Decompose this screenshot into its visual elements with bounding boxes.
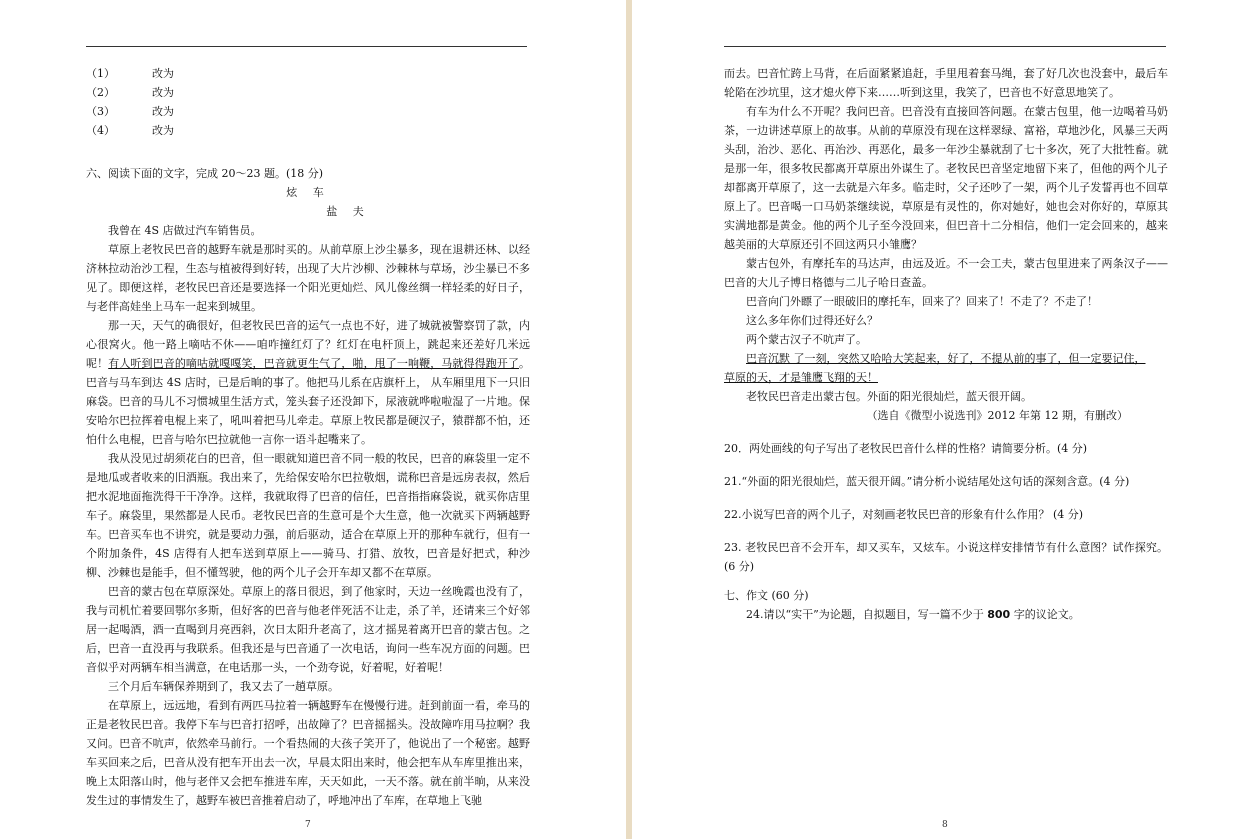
question-21: 21.“外面的阳光很灿烂，蓝天很开阔。”请分析小说结尾处这句话的深刻含意。(4 分) <box>724 475 1130 488</box>
source-citation: （选自《微型小说选刊》2012 年第 12 期，有删改） <box>866 409 1128 422</box>
story-text: 那一天，天气的确很好，但老牧民巴音的运气一点也不好，进了城就被警察罚了款，内心很窝火。他一路上嘀咕不休——咱咋撞红灯了？红灯在电杆顶上，跳起来还差好几米远呢！ <box>86 319 530 370</box>
essay-prompt-text: 24.请以“实干”为论题，自拟题目，写一篇不少于 <box>746 608 988 621</box>
story-text: 。巴音与马车到达 4S 店时，已是后晌的事了。他把马儿系在店旗杆上， 从车厢里甩下一只旧麻袋。巴音的马儿不习惯城里生活方式，笼头套子还没卸下，尿液就哗啦啦湿了一片地。保安哈尔巴拉挥着电棍上来了，吼叫着把马儿牵走。草原上牧民都是硬汉子，猿群都不怕，还怕什么电棍，巴音与哈尔巴拉就他一言你一语斗起嘴来了。 <box>86 357 531 446</box>
revision-row <box>86 102 530 121</box>
story-author: 盐 夫 <box>326 205 370 218</box>
revision-text: 改为 <box>152 105 174 118</box>
essay-prompt-text: 字的议论文。 <box>1010 608 1080 621</box>
revision-number: （1） <box>86 67 115 80</box>
story-paragraph: 而去。巴音忙跨上马背，在后面紧紧追赶，手里甩着套马绳，套了好几次也没套中，最后车轮陷在沙坑里，这才熄火停下来……听到这里，我笑了，巴音也不好意思地笑了。 <box>724 67 1168 99</box>
underlined-sentence: 有人听到巴音的嘀咕就嘎嘎笑，巴音就更生气了，啪，甩了一响鞭，马就得得跑开了 <box>108 357 520 370</box>
underlined-sentence: 草原的天，才是雏鹰飞翔的天！ <box>724 371 878 384</box>
revision-text: 改为 <box>152 86 174 99</box>
revision-text: 改为 <box>152 124 174 137</box>
question-22: 22.小说写巴音的两个儿子，对刻画老牧民巴音的形象有什么作用？ (4 分) <box>724 508 1084 521</box>
story-paragraph: 巴音的蒙古包在草原深处。草原上的落日很迟，到了他家时，天边一丝晚霞也没有了，我与司机忙着要回鄂尔多斯，但好客的巴音与他老伴死活不让走，杀了羊，还请来三个好邻居一起喝酒，酒一直喝到月亮西斜，次日太阳升老高了，这才摇晃着离开巴音的蒙古包。之后，巴音一直没再与我联系。但我还是与巴音通了一次电话，询问一些车况方面的问题。巴音似乎对两辆车相当满意，在电话那一头，一个劲夸说，好着呢，好着呢！ <box>86 585 530 674</box>
revision-row <box>86 121 530 140</box>
revision-number: （4） <box>86 124 115 137</box>
story-paragraph: 这么多年你们过得还好么？ <box>746 314 878 327</box>
page-number: 7 <box>305 820 311 830</box>
story-paragraph: 老牧民巴音走出蒙古包。外面的阳光很灿烂，蓝天很开阔。 <box>746 390 1032 403</box>
story-paragraph: 蒙古包外，有摩托车的马达声，由远及近。不一会工夫，蒙古包里进来了两条汉子——巴音的大儿子博日格德与二儿子哈日查盖。 <box>724 257 1168 289</box>
story-paragraph: 三个月后车辆保养期到了，我又去了一趟草原。 <box>108 680 339 693</box>
story-paragraph: 我曾在 4S 店做过汽车销售员。 <box>108 224 262 237</box>
question-20: 20．两处画线的句子写出了老牧民巴音什么样的性格？请简要分析。(4 分) <box>724 442 1088 455</box>
story-paragraph: 有车为什么不开呢？我问巴音。巴音没有直接回答问题。在蒙古包里，他一边喝着马奶茶，一边讲述草原上的故事。从前的草原没有现在这样翠绿、富裕，草地沙化，风暴三天两头刮，治沙、恶化、再治沙、再恶化，最多一年沙尘暴就刮了七十多次，死了大批牲畜。就是那一年，很多牧民都离开草原出外谋生了。老牧民巴音坚定地留下来了，但他的两个儿子却都离开草原了，这一去就是六年多。临走时，父子还吵了一架，两个儿子发誓再也不回草原上了。巴音喝一口马奶茶继续说，草原是有灵性的，你对她好，她也会对你好的，草原其实满地都是黄金。他的两个儿子至今没回来，但巴音十二分相信，他们一定会回来的，越来越美丽的大草原还引不回这两只小雏鹰？ <box>724 105 1168 251</box>
page-right-content <box>724 64 1168 624</box>
revision-text: 改为 <box>152 67 174 80</box>
underlined-sentence: 巴音沉默 了一刻，突然又哈哈大笑起来，好了，不提从前的事了，但一定要记住， <box>746 352 1146 365</box>
revision-row <box>86 83 530 102</box>
section-heading: 六、阅读下面的文字，完成 20～23 题。(18 分) <box>86 167 324 180</box>
essay-prompt <box>724 605 1168 624</box>
story-paragraph: 在草原上，远远地，看到有两匹马拉着一辆越野车在慢慢行进。赶到前面一看，牵马的正是老牧民巴音。我停下车与巴音打招呼，出故障了？巴音摇摇头。没故障咋用马拉啊？我又问。巴音不吭声，依然牵马前行。一个看热闹的大孩子笑开了，他说出了一个秘密。越野车买回来之后，巴音从没有把车开出去一次，早晨太阳出来时，他会把车从车库里推出来，晚上太阳落山时，他与老伴又会把车推进车库，天天如此，一天不落。就在前半晌，从来没发生过的事情发生了，越野车被巴音推着启动了，呼地冲出了车库，在草地上飞驰 <box>86 699 530 807</box>
page-left <box>0 0 626 839</box>
revision-number: （2） <box>86 86 115 99</box>
story-paragraph <box>86 316 530 449</box>
essay-heading: 七、作文 (60 分) <box>724 589 809 602</box>
page-right <box>632 0 1256 839</box>
story-paragraph: 草原上老牧民巴音的越野车就是那时买的。从前草原上沙尘暴多，现在退耕还林、以经济林拉动治沙工程，生态与植被得到好转，出现了大片沙柳、沙棘林与草场，沙尘暴已不多见了。即便这样，老牧民巴音还是要选择一个阳光更灿烂、风儿像丝绸一样轻柔的好日子，与老伴高娃坐上马车一起来到城里。 <box>86 243 530 313</box>
revision-row <box>86 64 530 83</box>
story-paragraph: 两个蒙古汉子不吭声了。 <box>746 333 867 346</box>
header-rule <box>724 46 1166 47</box>
essay-word-count: 800 <box>987 608 1011 621</box>
header-rule <box>86 46 527 47</box>
story-title: 炫 车 <box>286 186 330 199</box>
question-23: 23. 老牧民巴音不会开车，却又买车，又炫车。小说这样安排情节有什么意图？试作探究。(6 分) <box>724 541 1168 573</box>
page-number: 8 <box>942 820 948 830</box>
revision-number: （3） <box>86 105 115 118</box>
story-paragraph: 巴音向门外瞟了一眼破旧的摩托车，回来了？回来了！不走了？不走了！ <box>746 295 1098 308</box>
page-left-content <box>86 64 530 810</box>
story-paragraph: 我从没见过胡须花白的巴音，但一眼就知道巴音不同一般的牧民，巴音的麻袋里一定不是地瓜或者收来的旧酒瓶。我出来了，先给保安哈尔巴拉敬烟，谎称巴音是远房表叔，然后把水泥地面拖洗得干干净净。这样，我就取得了巴音的信任，巴音指指麻袋说，就买你店里车子。麻袋里，果然都是人民币。老牧民巴音的生意可是个大生意，他一次就买下两辆越野车。巴音买车也不讲究，就是要动力强，前后驱动，适合在草原上开的那种车就行，但有一个附加条件，4S 店得有人把车送到草原上——骑马、打猎、放牧，巴音是好把式，种沙柳、沙棘也是能手，但不懂驾驶，他的两个儿子会开车却又都不在草原。 <box>86 452 530 579</box>
